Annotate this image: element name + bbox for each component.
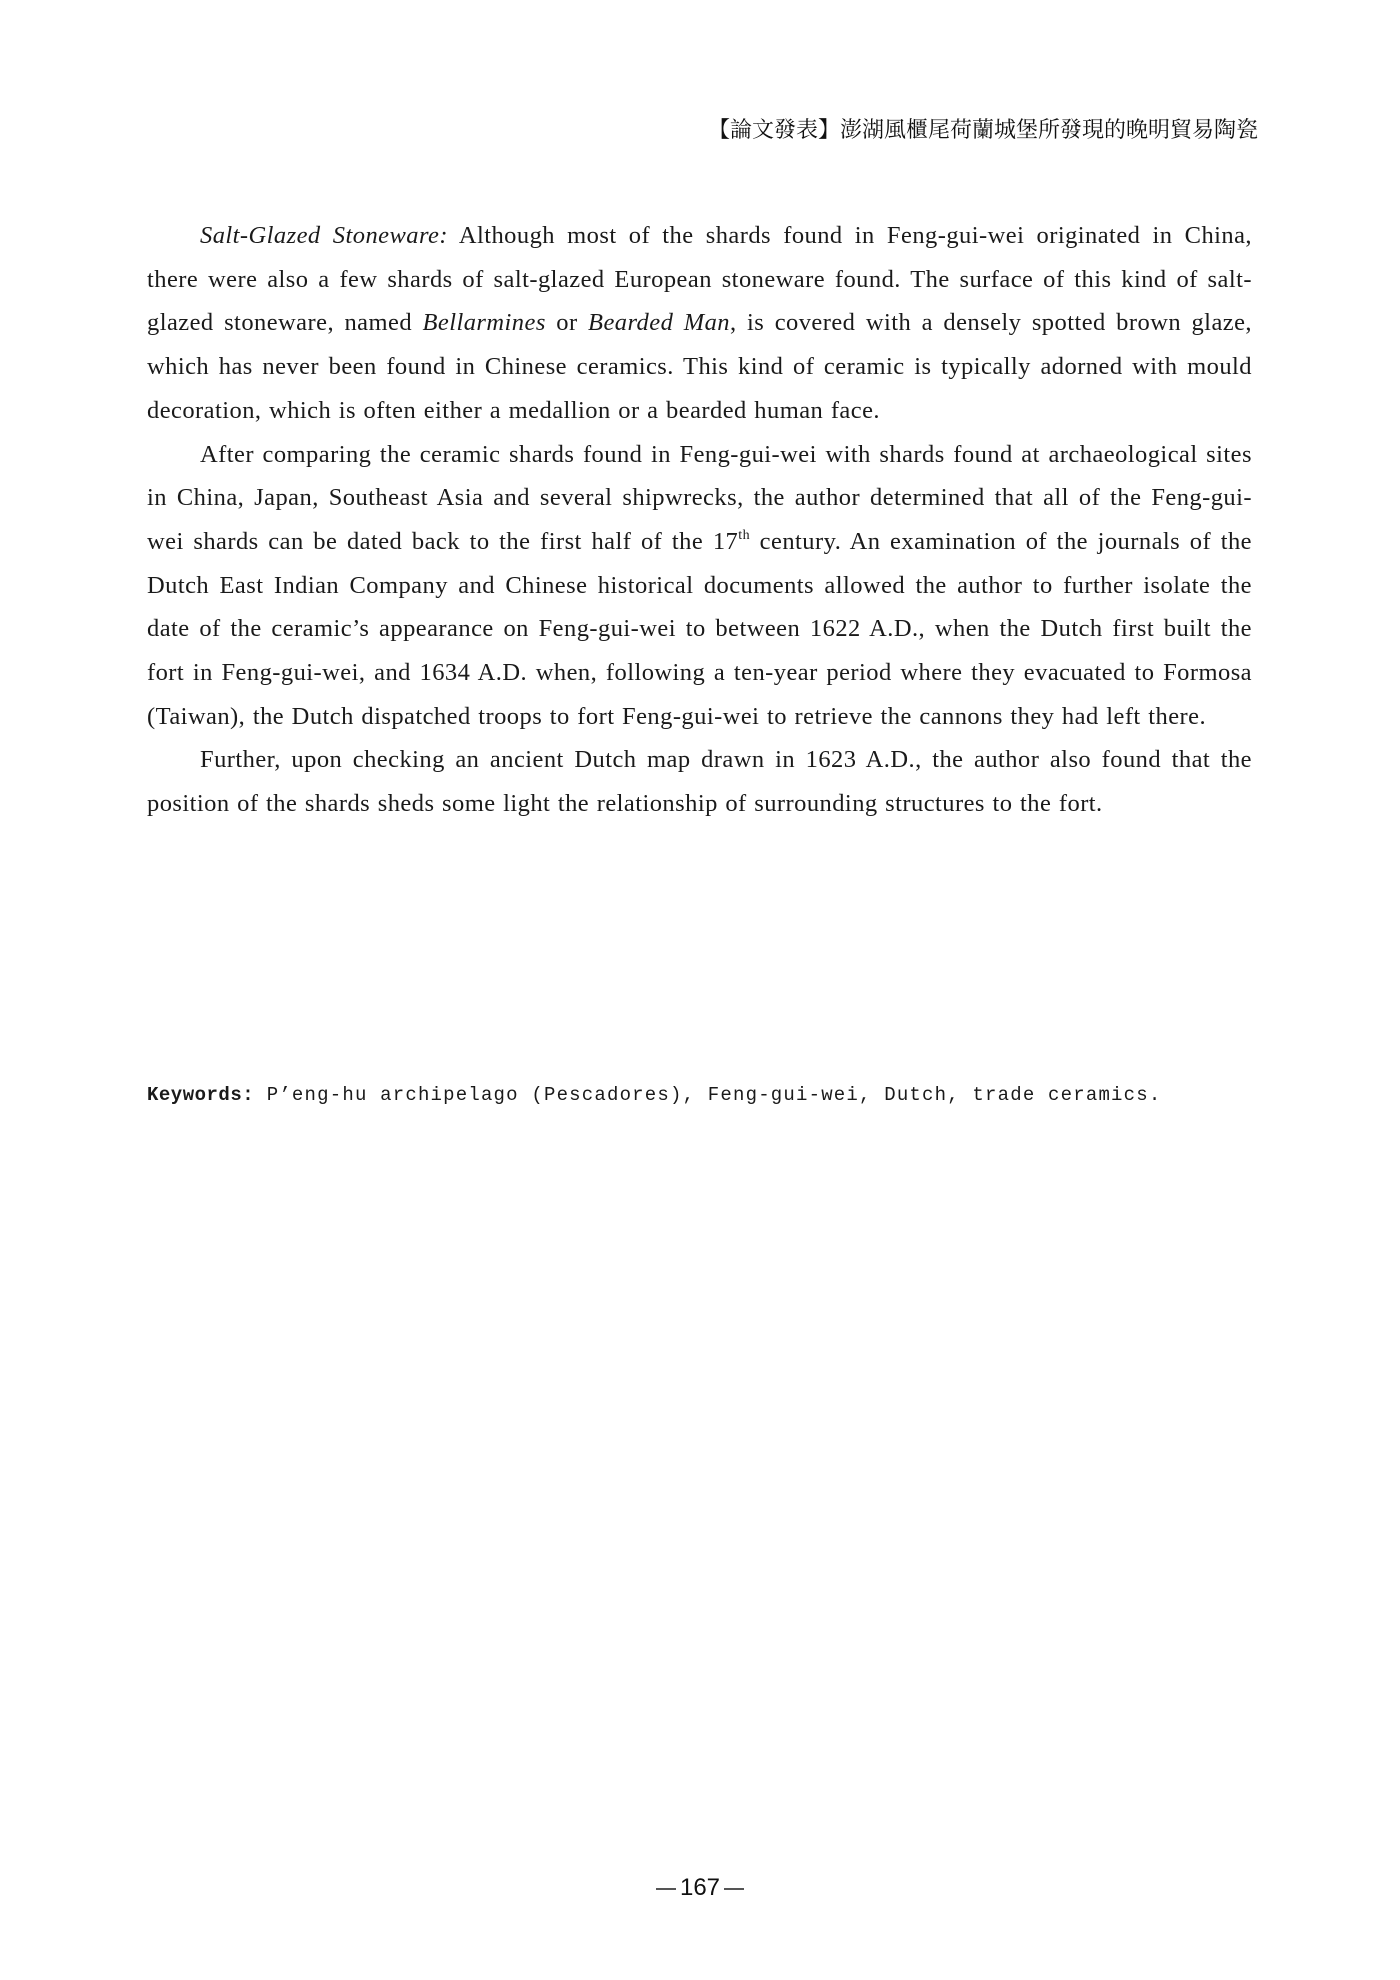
paragraph-lead-term: Salt-Glazed Stoneware:: [200, 222, 448, 249]
paragraph-text: century. An examination of the journals of the Dutch East Indian Company and Chinese historical documents allowed the author to further isolate the date of the ceramic’s appearance on Feng-gui-wei to between 1622 A.D., when the Dutch first built the fort in Feng-gui-wei, and 1634 A.D. when, following a ten-year period where they evacuated to Formosa (Taiwan), the Dutch dispatched troops to fort Feng-gui-wei to retrieve the cannons they had left there.: [147, 527, 1252, 730]
term-bellarmines: Bellarmines: [422, 309, 546, 337]
paragraph-salt-glazed-stoneware: [147, 214, 1252, 433]
paragraph-text: or: [545, 309, 589, 337]
running-header: 【論文發表】澎湖風櫃尾荷蘭城堡所發現的晚明貿易陶瓷: [707, 118, 1258, 143]
page-number-value: 167: [679, 1874, 721, 1901]
term-bearded-man: Bearded Man: [588, 309, 730, 337]
ordinal-suffix: th: [738, 527, 751, 543]
paragraph-dating: [147, 433, 1252, 739]
paragraph-text: , is covered with a densely spotted brown glaze, which has never been found in Chinese ceramics. This kind of ceramic is typically adorned with mould decoration, which is often either a medallion or a bearded human face.: [147, 309, 1252, 424]
paragraph-text: Although most of the shards found in Feng-gui-wei originated in China, there were also a few shards of salt-glazed European stoneware found. The surface of this kind of salt-glazed stoneware, named: [147, 222, 1252, 337]
keywords-label: Keywords:: [147, 1084, 255, 1106]
keywords-line: [147, 1084, 1161, 1106]
page-number-dash-right: [724, 1888, 744, 1890]
paragraph-text: Further, upon checking an ancient Dutch map drawn in 1623 A.D., the author also found that the position of the shards sheds some light the relationship of surrounding structures to the fort.: [147, 746, 1252, 818]
page-number-dash-left: [656, 1888, 676, 1890]
paragraph-text: After comparing the ceramic shards found in Feng-gui-wei with shards found at archaeological sites in China, Japan, Southeast Asia and several shipwrecks, the author determined that all of the Feng-gui-wei shards can be dated back to the first half of the 17: [147, 440, 1252, 555]
keywords-list: P’eng-hu archipelago (Pescadores), Feng-gui-wei, Dutch, trade ceramics.: [254, 1084, 1162, 1106]
page-number: [0, 1874, 1400, 1902]
body-text: [147, 214, 1252, 826]
paragraph-dutch-map: [147, 738, 1252, 825]
